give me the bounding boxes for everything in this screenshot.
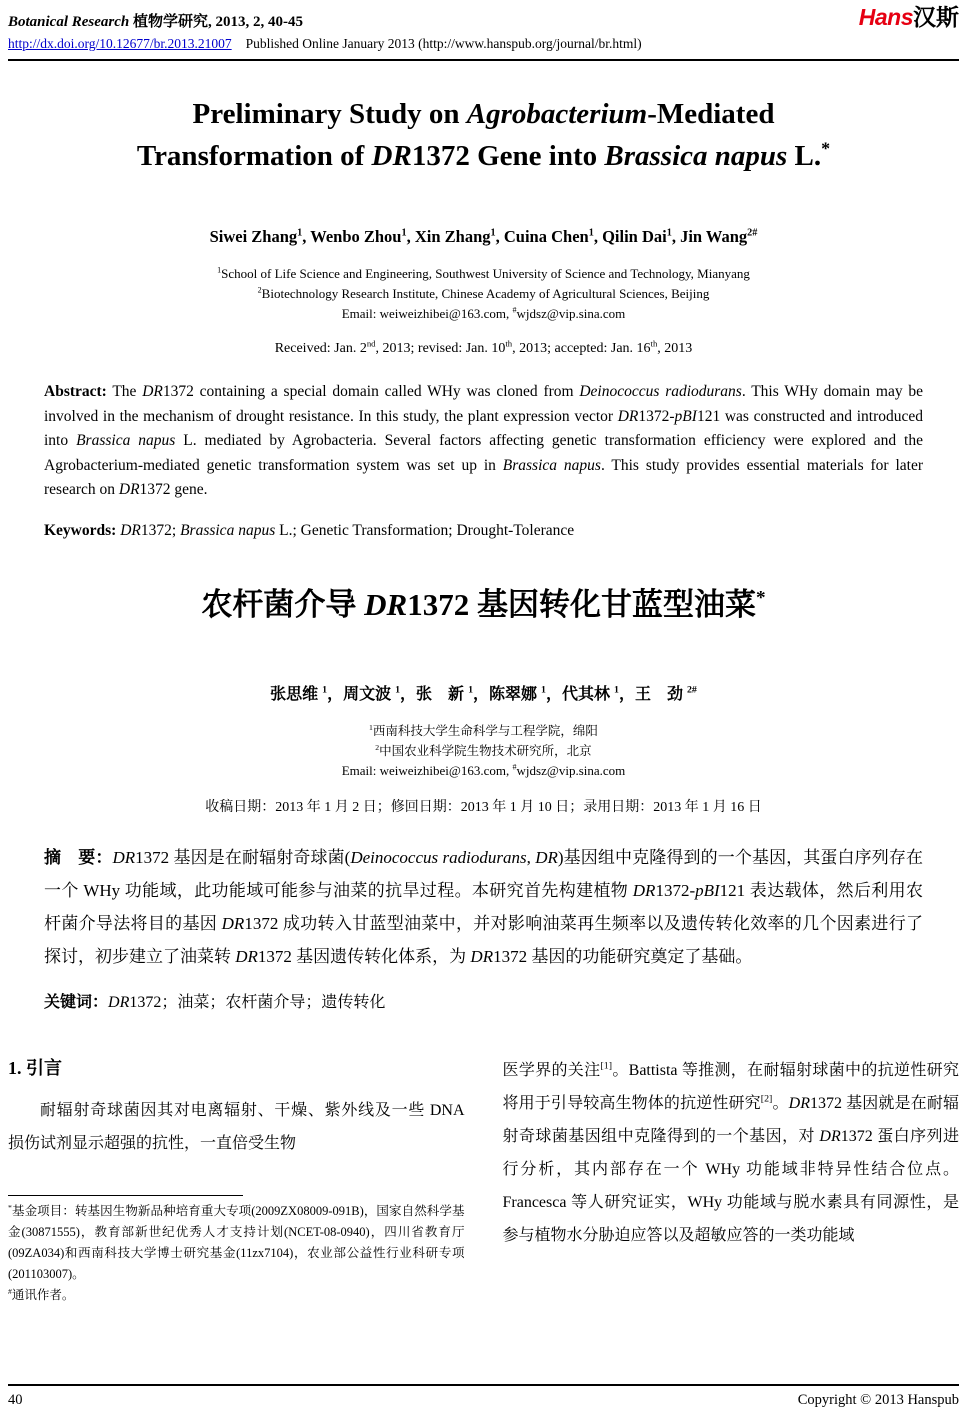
logo-hanzi-wordmark: 汉斯 [913, 4, 959, 30]
email-line-cn: Email: weiweizhibei@163.com, #wjdsz@vip.sina.com [341, 762, 626, 778]
journal-citation: Botanical Research 植物学研究, 2013, 2, 40-45 [8, 14, 304, 30]
section-1-heading: 1. 引言 [8, 1057, 62, 1078]
affiliation-1-cn: $^1$西南科技大学生命科学与工程学院，绵阳 [369, 722, 598, 738]
hanspub-logo [859, 6, 959, 29]
page-footer [8, 1384, 959, 1409]
keywords-en: Keywords: DR1372; Brassica napus L.; Genetic Transformation; Drought-Tolerance [44, 521, 575, 539]
abstract-en: Abstract: The DR1372 containing a special domain called WHy was cloned from Deinococcus radiodurans. This WHy domain may be involved in the mechanism of drought resistance. In this study, the plant expression vector DR1372-pBI121 was constructed and introduced into Brassica napus L. mediated by Agrobacteria. Several factors affecting genetic transformation efficiency were explored and the Agrobacterium-mediated genetic transformation system was set up in Brassica napus. This study provides essential materials for later research on DR1372 gene. [44, 383, 923, 499]
left-column [8, 1054, 465, 1306]
received-dates-cn: 收稿日期：2013 年 1 月 2 日；修回日期：2013 年 1 月 10 日；录用日期：2013 年 1 月 16 日 [205, 799, 762, 815]
section-1-paragraph-right: 医学界的关注[1]。Battista 等推测，在耐辐射球菌中的抗逆性研究将用于引导较高生物体的抗逆性研究[2]。DR1372 基因就是在耐辐射奇球菌基因组中克隆得到的一个基因，对 DR1372 蛋白序列进行分析，其内部存在一个 WHy 功能域非特异性结合位点。Francesca 等人研究证实，WHy 功能域与脱水素具有同源性，是参与植物水分胁迫应答以及超敏应答的一类功能域 [502, 1060, 959, 1244]
page-number: 40 [8, 1392, 23, 1408]
article-title-en: Preliminary Study on Agrobacterium-Mediated Transformation of DR1372 Gene into Brassica napus L.* [136, 98, 831, 173]
footnote-funding: *基金项目：转基因生物新品种培育重大专项(2009ZX08009-091B)，国家自然科学基金(30871555)，教育部新世纪优秀人才支持计划(NCET-08-0940)，四川省教育厅(09ZA034)和西南科技大学博士研究基金(11zx7104)，农业部公益性行业科研专项(201103007)。 [8, 1202, 465, 1281]
abstract-cn: 摘 要：DR1372 基因是在耐辐射奇球菌(Deinococcus radiodurans, DR)基因组中克隆得到的一个基因，其蛋白序列存在一个 WHy 功能域，此功能域可能参与油菜的抗旱过程。本研究首先构建植物 DR1372-pBI121 表达载体，然后利用农杆菌介导法将目的基因 DR1372 成功转入甘蓝型油菜中，并对影响油菜再生频率以及遗传转化效率的几个因素进行了探讨，初步建立了油菜转 DR1372 基因遗传转化体系，为 DR1372 基因的功能研究奠定了基础。 [44, 847, 924, 966]
authors-en: Siwei Zhang$^1$, Wenbo Zhou$^1$, Xin Zhang$^1$, Cuina Chen$^1$, Qilin Dai$^1$, Jin Wang$^{2\#}$ [209, 227, 758, 247]
logo-hans-wordmark: Hans [858, 4, 913, 30]
copyright-text: Copyright © 2013 Hanspub [797, 1392, 959, 1408]
journal-header [8, 6, 959, 61]
body-columns [8, 1054, 959, 1306]
article-title-cn: 农杆菌介导 DR1372 基因转化甘蓝型油菜* [201, 586, 766, 622]
affiliation-2-en: $^2$Biotechnology Research Institute, Chinese Academy of Agricultural Sciences, Beijing [257, 285, 710, 302]
received-dates-en: Received: Jan. 2nd, 2013; revised: Jan. 10th, 2013; accepted: Jan. 16th, 2013 [274, 338, 693, 357]
section-1-paragraph-left: 耐辐射奇球菌因其对电离辐射、干燥、紫外线及一些 DNA 损伤试剂显示超强的抗性，一直倍受生物 [8, 1101, 465, 1152]
affiliation-1-en: $^1$School of Life Science and Engineering, Southwest University of Science and Technology, Mianyang [217, 265, 750, 282]
affiliation-2-cn: $^2$中国农业科学院生物技术研究所，北京 [375, 742, 592, 758]
header-divider [8, 59, 959, 61]
published-online-text: Published Online January 2013 (http://www.hanspub.org/journal/br.html) [245, 36, 642, 51]
affiliations-cn [8, 721, 959, 781]
footnote-divider [8, 1195, 243, 1196]
doi-link[interactable]: http://dx.doi.org/10.12677/br.2013.21007 [8, 36, 232, 51]
footnote-corresponding-author: #通讯作者。 [8, 1286, 75, 1302]
footer-divider [8, 1384, 959, 1386]
affiliations-en [8, 264, 959, 324]
right-column [503, 1054, 960, 1306]
footnote-block [8, 1195, 465, 1306]
email-line-en: Email: weiweizhibei@163.com, #wjdsz@vip.sina.com [341, 305, 626, 322]
authors-cn: 张思维 $^1$，周文波 $^1$，张 新 $^1$，陈翠娜 $^1$，代其林 $^1$，王 劲 $^{2\#}$ [270, 684, 697, 703]
keywords-cn: 关键词：DR1372；油菜；农杆菌介导；遗传转化 [44, 993, 386, 1011]
